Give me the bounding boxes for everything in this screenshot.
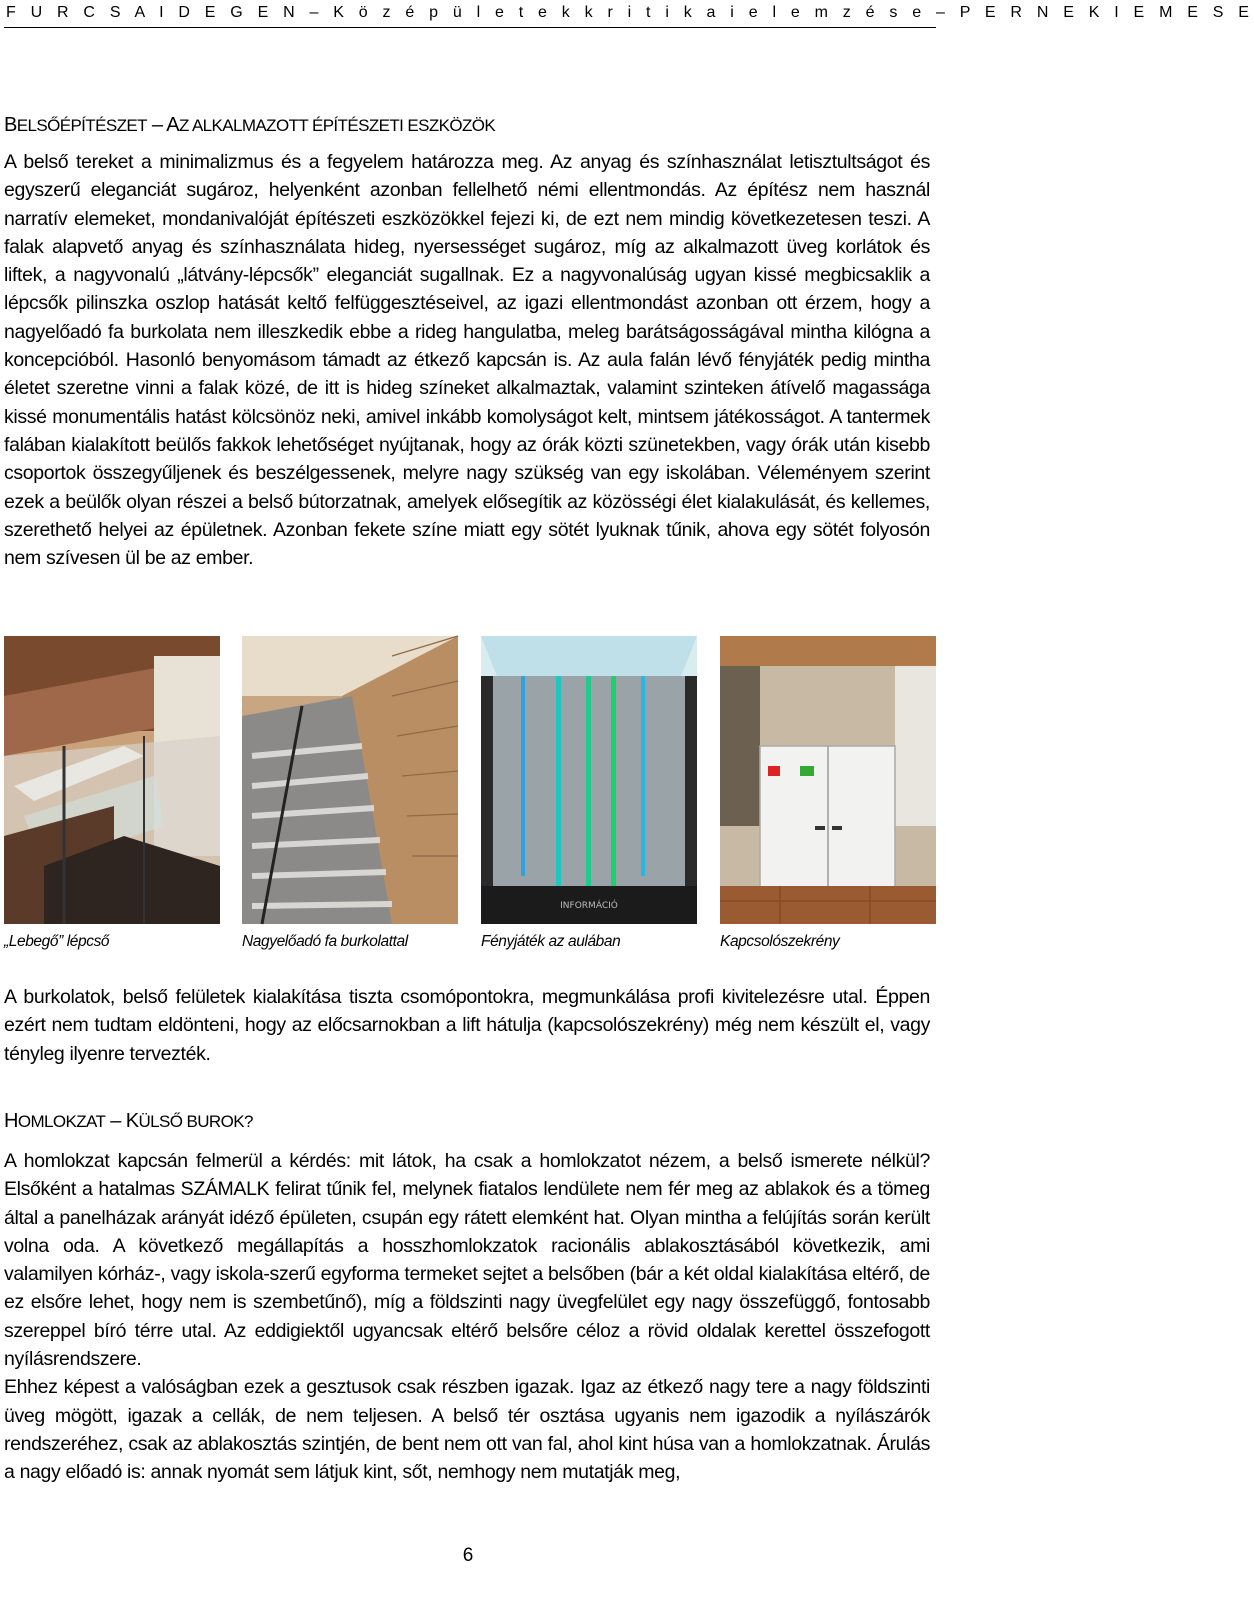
body-paragraph-finishes <box>4 983 930 1068</box>
heading-initial: B <box>4 114 17 136</box>
heading-part: – A <box>146 114 179 136</box>
paragraph-text: A belső tereket a minimalizmus és a fegyelem határozza meg. Az anyag és színhasználat letisztultságot és egyszerű eleganciát sugároz, helyenként azonban fellelhető némi ellentmondás. Az építész nem használ narratív elemeket, mondanivalóját építészeti eszközökkel fejezi ki, de ezt nem mindig következetesen teszi. A falak alapvető anyag és színhasználata hideg, nyersességet sugároz, míg az alkalmazott üveg korlátok és liftek, a nagyvonalú „látvány-lépcsők” eleganciát sugallnak. Ez a nagyvonalúság ugyan kissé megbicsaklik a lépcsők pilinszka oszlop hatását keltő felfüggesztéseivel, az igazi ellentmondást azonban ott érzem, hogy a nagyelőadó fa burkolata nem illeszkedik ebbe a rideg hangulatba, meleg barátságosságával mintha kilógna a koncepcióból. Hasonló benyomásom támadt az étkező kapcsán is. Az aula falán lévő fényjáték pedig mintha életet szeretne vinni a falak közé, de itt is hideg színeket alkalmaztak, valamint szinteken átívelő magassága kissé monumentális hatást kölcsönöz neki, amivel inkább komolyságot kelt, mintsem játékosságot. A tantermek falában kialakított beülős fakkok lehetőséget nyújtanak, hogy az órák közti szünetekben, vagy órák után kisebb csoportok összegyűljenek és beszélgessenek, melyre nagy szükség van egy iskolában. Véleményem szerint ezek a beülők olyan részei a belső bútorzatnak, amelyek elősegítik az közösségi élet kialakulását, és kellemes, szerethető helyei az épületnek. Azonban fekete színe miatt egy sötét lyuknak tűnik, ahova egy sötét folyosón nem szívesen ül be az ember. <box>4 151 930 570</box>
page-number: 6 <box>462 1545 474 1566</box>
section-heading-homlokzat <box>4 1110 253 1133</box>
photo-switch-cabinet <box>720 636 936 924</box>
photo-caption: „Lebegő” lépcső <box>4 933 110 950</box>
sign-text: INFORMÁCIÓ <box>560 901 618 911</box>
photo-floating-staircase <box>4 636 220 924</box>
heading-initial: H <box>4 1110 18 1132</box>
heading-part: ELSŐÉPÍTÉSZET <box>16 116 147 135</box>
header-rule <box>4 27 936 28</box>
heading-part: OMLOKZAT <box>17 1112 106 1131</box>
paragraph-text: Ehhez képest a valóságban ezek a gesztusok csak részben igazak. Igaz az étkező nagy tere a nagy földszinti üveg mögött, igazak a cellák, de nem teljesen. A belső tér osztása ugyanis nem igazodik a nyílászárók rendszeréhez, csak az ablakosztás szintjén, de bent nem ott van fal, ahol kint húsa van a homlokzatnak. Árulás a nagy előadó is: annak nyomát sem látjuk kint, sőt, nemhogy nem mutatják meg, <box>4 1376 930 1484</box>
heading-part: – K <box>105 1110 139 1132</box>
photo-wood-cladding-stairs <box>242 636 458 924</box>
heading-part: ÜLSŐ BUROK? <box>138 1112 253 1131</box>
photo-caption: Nagyelőadó fa burkolattal <box>242 933 408 950</box>
paragraph-text: A homlokzat kapcsán felmerül a kérdés: mit látok, ha csak a homlokzatot nézem, a belső ismerete nélkül? Elsőként a hatalmas SZÁMALK felirat tűnik fel, melynek fiatalos lendülete nem fér meg az ablakok és a tömeg által a panelházak arányát idéző épületen, csupán egy rátett elemként hat. Olyan mintha a felújítás során került volna oda. A következő megállapítás a hosszhomlokzatok racionális ablakosztásából következik, ami valamilyen kórház-, vagy iskola-szerű egyforma termeket sejtet a belsőben (bár a két oldal kialakítása eltérő, de ez elsőre lehet, hogy nem is szembetűnő), míg a földszinti nagy üvegfelület egy nagy összefüggő, fontosabb szereppel bíró térre utal. Az eddigiektől ugyancsak eltérő belsőre céloz a rövid oldalak kerettel összefogott nyílásrendszere. <box>4 1150 930 1371</box>
running-header: F U R C S A I D E G E N – K ö z é p ü l e t e k k r i t i k a i e l e m z é s e – P E R N E K I E M E S E <box>6 4 1254 21</box>
photo-light-play-atrium <box>481 636 697 924</box>
paragraph-text: A burkolatok, belső felületek kialakítása tiszta csomópontokra, megmunkálása profi kivitelezésre utal. Éppen ezért nem tudtam eldönteni, hogy az előcsarnokban a lift hátulja (kapcsolószekrény) még nem készült el, vagy tényleg ilyenre tervezték. <box>4 986 930 1065</box>
photo-caption: Kapcsolószekrény <box>720 933 840 950</box>
body-paragraph-interior <box>4 148 930 572</box>
photo-caption: Fényjáték az aulában <box>481 933 621 950</box>
heading-part: Z ALKALMAZOTT ÉPÍTÉSZETI ESZKÖZÖK <box>178 116 496 135</box>
body-paragraph-facade <box>4 1147 930 1487</box>
section-heading-belsoepiteszet <box>4 114 495 137</box>
